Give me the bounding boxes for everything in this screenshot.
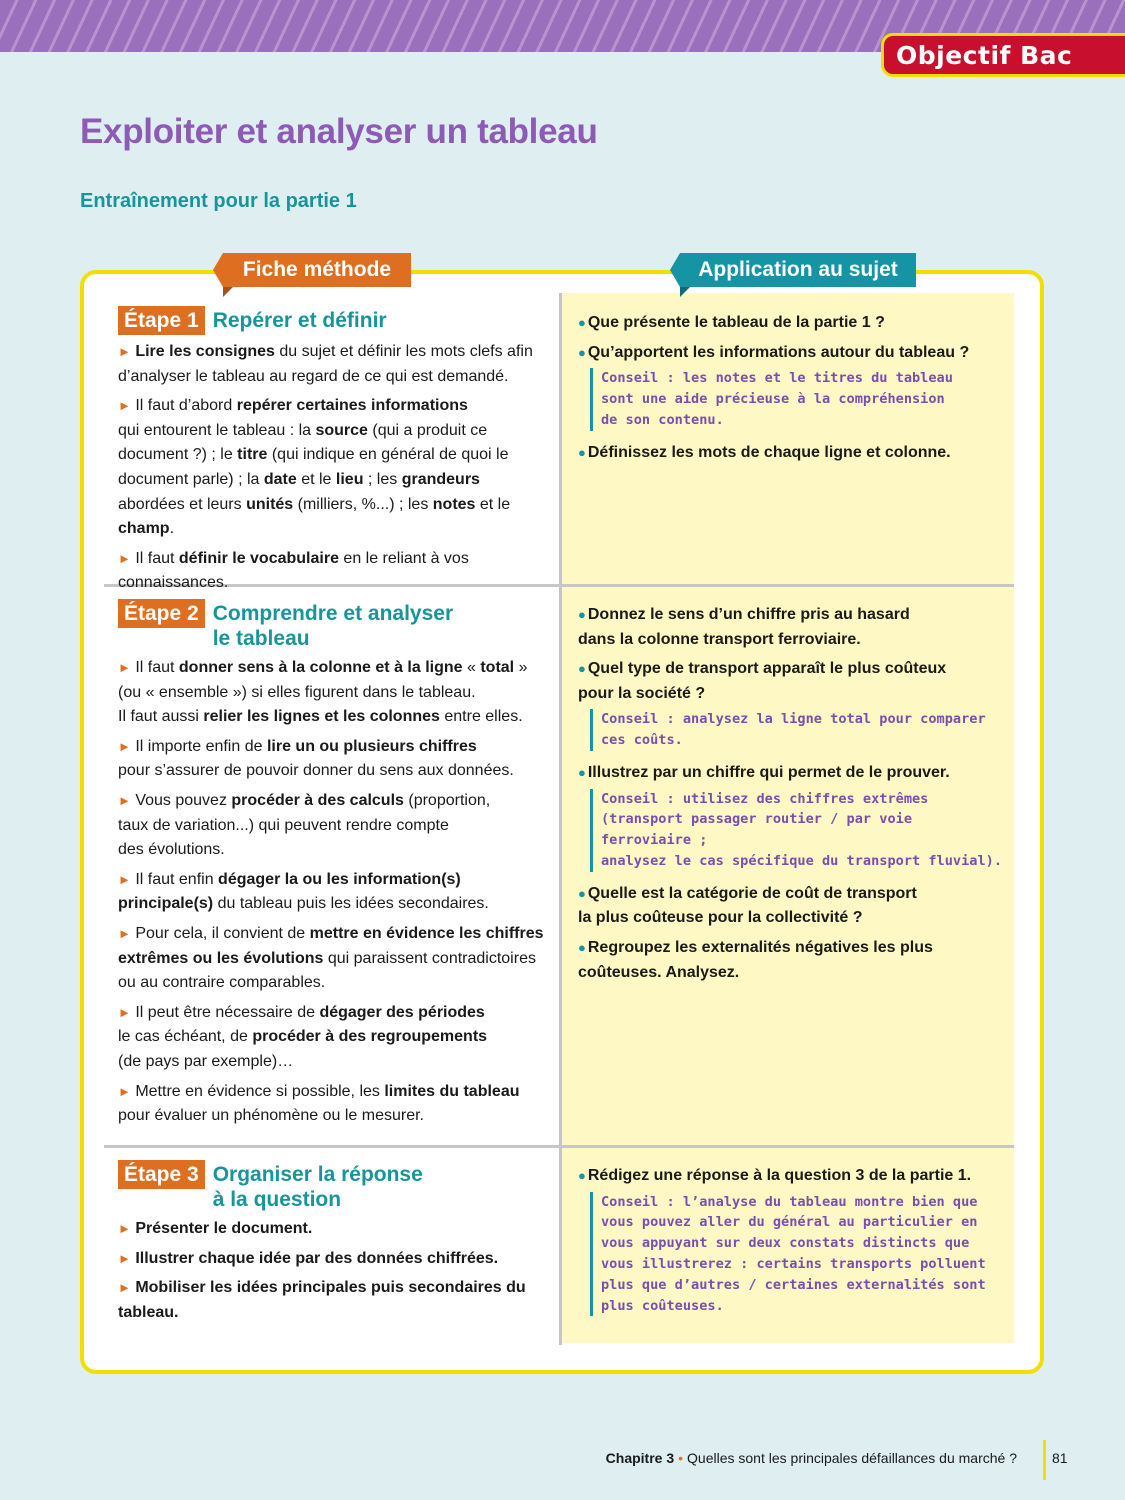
triangle-bullet-icon: ► [118, 1280, 131, 1296]
footer-chapter-title: Quelles sont les principales défaillances du marché ? [687, 1450, 1017, 1466]
conseil-tip: Conseil : analysez la ligne total pour comparer ces coûts. [590, 709, 1003, 751]
dot-bullet-icon: ● [578, 885, 586, 901]
triangle-bullet-icon: ► [118, 344, 131, 359]
dot-bullet-icon: ● [578, 1168, 586, 1183]
method-paragraph: ► Mobiliser les idées principales puis secondaires du tableau. [118, 1279, 526, 1321]
triangle-bullet-icon: ► [118, 871, 131, 887]
dot-bullet-icon: ● [578, 764, 586, 780]
dot-bullet-icon: ● [578, 444, 586, 460]
triangle-bullet-icon: ► [118, 792, 131, 808]
method-paragraph: ► Vous pouvez procéder à des calculs (proportion, taux de variation...) qui peuvent rendre compte des évolutions. [118, 791, 491, 859]
dot-bullet-icon: ● [578, 344, 586, 360]
triangle-bullet-icon: ► [118, 660, 131, 675]
method-paragraph: ► Il importe enfin de lire un ou plusieurs chiffres pour s’assurer de pouvoir donner du sens aux données. [118, 737, 514, 780]
objectif-bac-badge: Objectif Bac [881, 33, 1125, 77]
tab-application-sujet: Application au sujet [680, 253, 916, 287]
method-paragraph: ► Il faut enfin dégager la ou les information(s) principale(s) du tableau puis les idées secondaires. [118, 870, 489, 913]
application-block-2 [578, 603, 1003, 985]
triangle-bullet-icon: ► [118, 1250, 131, 1266]
question: ● Quelle est la catégorie de coût de transport la plus coûteuse pour la collectivité ? [578, 884, 917, 927]
dot-bullet-icon: ● [578, 315, 586, 330]
page-title: Exploiter et analyser un tableau [80, 112, 598, 151]
dot-bullet-icon: ● [578, 607, 586, 622]
method-paragraph: ► Il faut d’abord repérer certaines informations qui entourent le tableau : la source (qui a produit ce document ?) ; le titre (qui indique en général de quoi le document parle) ; la date et le lieu ; les grandeurs abordées et leurs unités (milliers, %...) ; les notes et le champ. [118, 397, 511, 538]
question: ● Illustrez par un chiffre qui permet de le prouver. [578, 763, 950, 781]
question: ● Définissez les mots de chaque ligne et colonne. [578, 443, 951, 461]
page-number-bar [1043, 1440, 1046, 1480]
etape-badge: Étape 1 [118, 306, 205, 335]
etape-1 [118, 306, 548, 596]
triangle-bullet-icon: ► [118, 398, 131, 414]
dot-bullet-icon: ● [578, 939, 586, 955]
method-paragraph: ► Mettre en évidence si possible, les limites du tableau pour évaluer un phénomène ou le mesurer. [118, 1082, 520, 1125]
etape-badge: Étape 3 [118, 1160, 205, 1189]
question: ● Quel type de transport apparaît le plus coûteux pour la société ? [578, 660, 947, 702]
triangle-bullet-icon: ► [118, 550, 131, 566]
etape-title: Organiser la réponse à la question [212, 1163, 423, 1211]
conseil-tip: Conseil : utilisez des chiffres extrêmes (transport passager routier / par voie ferroviaire ; analysez le cas spécifique du transport fluvial). [590, 789, 1003, 872]
etape-badge: Étape 2 [118, 599, 205, 628]
question: ● Qu’apportent les informations autour du tableau ? [578, 343, 970, 361]
method-paragraph: ► Lire les consignes du sujet et définir les mots clefs afin d’analyser le tableau au regard de ce qui est demandé. [118, 343, 533, 385]
method-paragraph: ► Il faut donner sens à la colonne et à la ligne « total » (ou « ensemble ») si elles figurent dans le tableau. Il faut aussi relier les lignes et les colonnes entre elles. [118, 659, 528, 726]
question: ● Regroupez les externalités négatives les plus coûteuses. Analysez. [578, 938, 933, 981]
page-subtitle: Entraînement pour la partie 1 [80, 190, 357, 212]
dot-bullet-icon: ● [578, 661, 586, 677]
method-paragraph: ► Il peut être nécessaire de dégager des périodes le cas échéant, de procéder à des regroupements (de pays par exemple)… [118, 1003, 488, 1070]
etape-header [118, 1160, 548, 1212]
triangle-bullet-icon: ► [118, 925, 131, 941]
method-paragraph: ► Pour cela, il convient de mettre en évidence les chiffres extrêmes ou les évolutions qui paraissent contradictoires ou au contraire comparables. [118, 924, 544, 992]
etape-header [118, 599, 548, 651]
page-footer [606, 1450, 1017, 1466]
triangle-bullet-icon: ► [118, 738, 131, 754]
triangle-bullet-icon: ► [118, 1004, 131, 1020]
triangle-bullet-icon: ► [118, 1221, 131, 1236]
method-paragraph: ► Illustrer chaque idée par des données chiffrées. [118, 1249, 499, 1267]
footer-separator: • [678, 1450, 684, 1466]
triangle-bullet-icon: ► [118, 1083, 131, 1099]
column-divider [559, 293, 562, 1345]
footer-chapter: Chapitre 3 [605, 1450, 675, 1466]
question: ● Donnez le sens d’un chiffre pris au hasard dans la colonne transport ferroviaire. [578, 606, 910, 648]
etape-3 [118, 1160, 548, 1325]
row-divider-2 [104, 1145, 1014, 1148]
etape-title: Repérer et définir [212, 309, 387, 332]
method-paragraph: ► Il faut définir le vocabulaire en le reliant à vos connaissances. [118, 549, 469, 592]
application-block-3 [578, 1164, 1003, 1326]
application-block-1 [578, 311, 1003, 465]
etape-2 [118, 599, 548, 1129]
conseil-tip: Conseil : l’analyse du tableau montre bien que vous pouvez aller du général au particulier en vous appuyant sur deux constats distincts que vous illustrerez : certains transports polluent plus que d’autres / certaines externalités sont plus coûteuses. [590, 1192, 1003, 1317]
etape-header [118, 306, 548, 335]
question: ● Rédigez une réponse à la question 3 de la partie 1. [578, 1167, 972, 1184]
method-paragraph: ► Présenter le document. [118, 1220, 313, 1237]
tab-fiche-methode: Fiche méthode [223, 253, 411, 287]
etape-title: Comprendre et analyser le tableau [212, 602, 454, 650]
conseil-tip: Conseil : les notes et le titres du tableau sont une aide précieuse à la compréhension de son contenu. [590, 368, 1003, 430]
question: ● Que présente le tableau de la partie 1 ? [578, 314, 885, 331]
page-number: 81 [1052, 1450, 1068, 1466]
